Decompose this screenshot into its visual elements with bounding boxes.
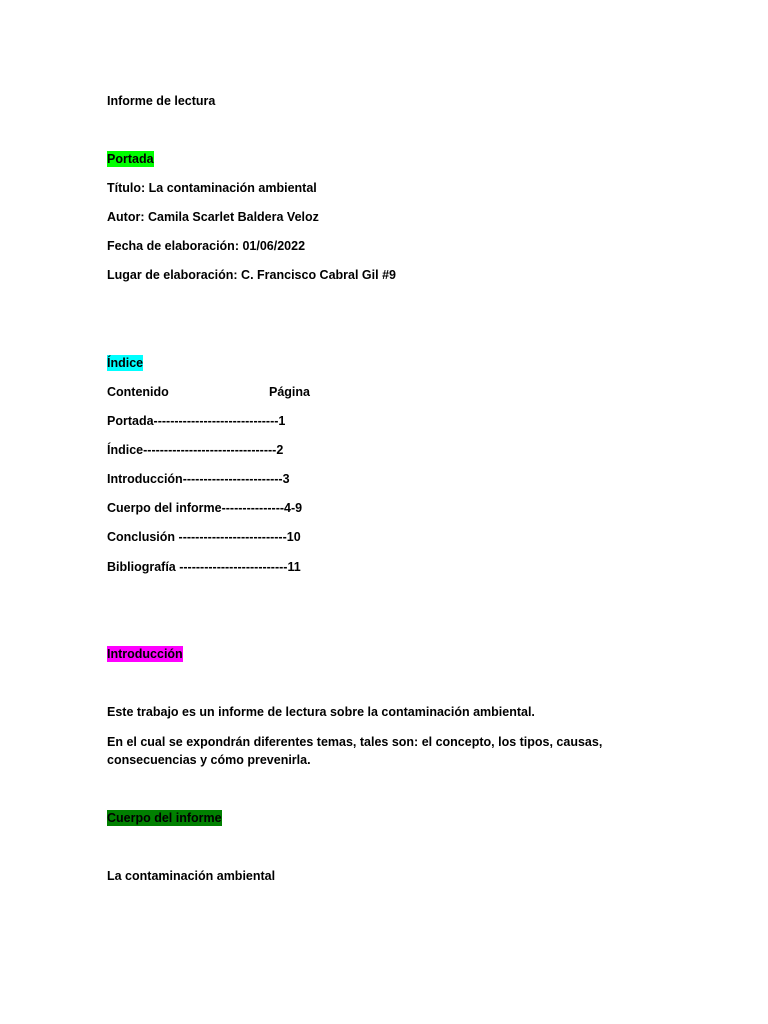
indice-col-contenido: Contenido: [107, 385, 169, 399]
toc-row-conclusion: Conclusión --------------------------10: [107, 530, 301, 544]
portada-titulo: Título: La contaminación ambiental: [107, 181, 317, 195]
document-title: Informe de lectura: [107, 94, 216, 108]
indice-heading: [107, 355, 143, 371]
portada-lugar: Lugar de elaboración: C. Francisco Cabral Gil #9: [107, 268, 396, 282]
cuerpo-subheading: La contaminación ambiental: [107, 869, 276, 883]
cuerpo-heading-text: Cuerpo del informe: [107, 811, 222, 825]
toc-row-cuerpo: Cuerpo del informe---------------4-9: [107, 501, 303, 515]
cuerpo-heading: [107, 810, 222, 826]
indice-heading-text: Índice: [107, 356, 144, 370]
toc-row-indice: Índice--------------------------------2: [107, 443, 284, 457]
introduccion-heading-text: Introducción: [107, 647, 183, 661]
portada-fecha: Fecha de elaboración: 01/06/2022: [107, 239, 306, 253]
introduccion-heading: [107, 646, 183, 662]
indice-col-pagina: Página: [269, 385, 310, 399]
introduccion-paragraph-2: En el cual se expondrán diferentes temas, tales son: el concepto, los tipos, causas, consecuencias y cómo prevenirla.: [107, 735, 603, 767]
toc-row-bibliografia: Bibliografía --------------------------11: [107, 560, 301, 574]
toc-row-introduccion: Introducción------------------------3: [107, 472, 290, 486]
introduccion-paragraph-1: Este trabajo es un informe de lectura sobre la contaminación ambiental.: [107, 705, 535, 719]
portada-heading-text: Portada: [107, 152, 154, 166]
portada-autor: Autor: Camila Scarlet Baldera Veloz: [107, 210, 319, 224]
portada-heading: [107, 151, 154, 167]
toc-row-portada: Portada------------------------------1: [107, 414, 286, 428]
